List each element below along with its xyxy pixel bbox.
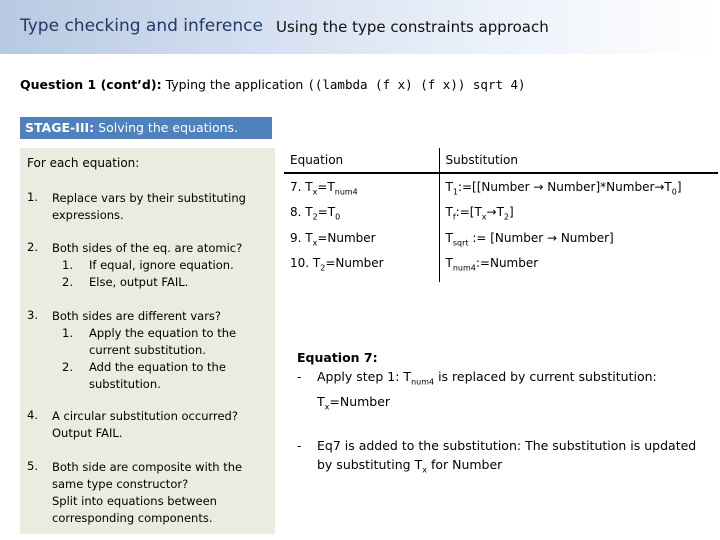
explanation-bullet: - Eq7 is added to the substitution: The substitution is updated by substituting $T_x$ for Number	[297, 438, 697, 475]
step-number: 2.	[27, 240, 38, 254]
equations-table	[284, 148, 718, 282]
substitution-line: $T_1:=[[Number$ → $Number]*Number\to T_0$]	[445, 180, 682, 197]
question-text: Typing the application	[165, 77, 304, 92]
stage-text: Solving the equations.	[98, 120, 239, 135]
step-text: Replace vars by their substituting expressions.	[52, 191, 246, 222]
step-extra: Split into equations between corresponding components.	[52, 494, 217, 525]
step-text: Both side are composite with the same type constructor?	[52, 460, 243, 491]
slide-title: Type checking and inference	[20, 16, 263, 36]
substitution-line: $T_{num4}:=Number$	[445, 256, 539, 273]
equations-cell	[284, 173, 439, 282]
step-number: 5.	[27, 459, 38, 473]
question-line	[20, 77, 526, 92]
algorithm-panel	[20, 148, 275, 534]
column-header-substitution: Substitution	[439, 148, 718, 173]
equation-7-explanation	[297, 348, 707, 480]
slide-header	[0, 0, 720, 54]
question-code: ((lambda (f x) (f x)) sqrt 4)	[307, 77, 526, 92]
equation-line: 10. $T_2=Number$	[290, 256, 384, 273]
substitution-line: $T_{sqrt}$ := [Number → Number]	[445, 230, 614, 248]
sub-step: 1. Apply the equation to the current substitution.	[62, 326, 237, 357]
sub-step: 1. If equal, ignore equation.	[62, 258, 234, 272]
substitutions-cell	[439, 173, 718, 282]
explanation-bullet: - Apply step 1: $T_{num4}$ is replaced by current substitution: $T_x=Number$	[297, 369, 657, 411]
equation-7-title: Equation 7:	[297, 350, 378, 365]
step-number: 4.	[27, 408, 38, 422]
slide-subtitle: Using the type constraints approach	[276, 18, 549, 36]
sub-step: 2. Add the equation to the substitution.	[62, 360, 226, 391]
stage-banner	[20, 117, 272, 139]
equation-line: 9. $T_x=Number$	[290, 230, 376, 248]
equation-line: 8. $T_2=T_0$	[290, 205, 341, 222]
algorithm-intro: For each equation:	[27, 156, 140, 170]
sub-step: 2. Else, output FAIL.	[62, 275, 189, 289]
step-number: 3.	[27, 308, 38, 322]
step-number: 1.	[27, 190, 38, 204]
step-text: Both sides of the eq. are atomic?	[52, 241, 243, 255]
question-label: Question 1 (cont’d):	[20, 77, 162, 92]
step-text: Both sides are different vars?	[52, 309, 222, 323]
substitution-line: $T_f:=[T_x\to T_2]$	[445, 205, 514, 222]
step-text: A circular substitution occurred? Output FAIL.	[52, 409, 238, 440]
stage-label: STAGE-III:	[25, 120, 95, 135]
equation-line: 7. $T_x=T_{num4}$	[290, 180, 358, 197]
column-header-equation: Equation	[284, 148, 439, 173]
table-row	[284, 173, 718, 282]
